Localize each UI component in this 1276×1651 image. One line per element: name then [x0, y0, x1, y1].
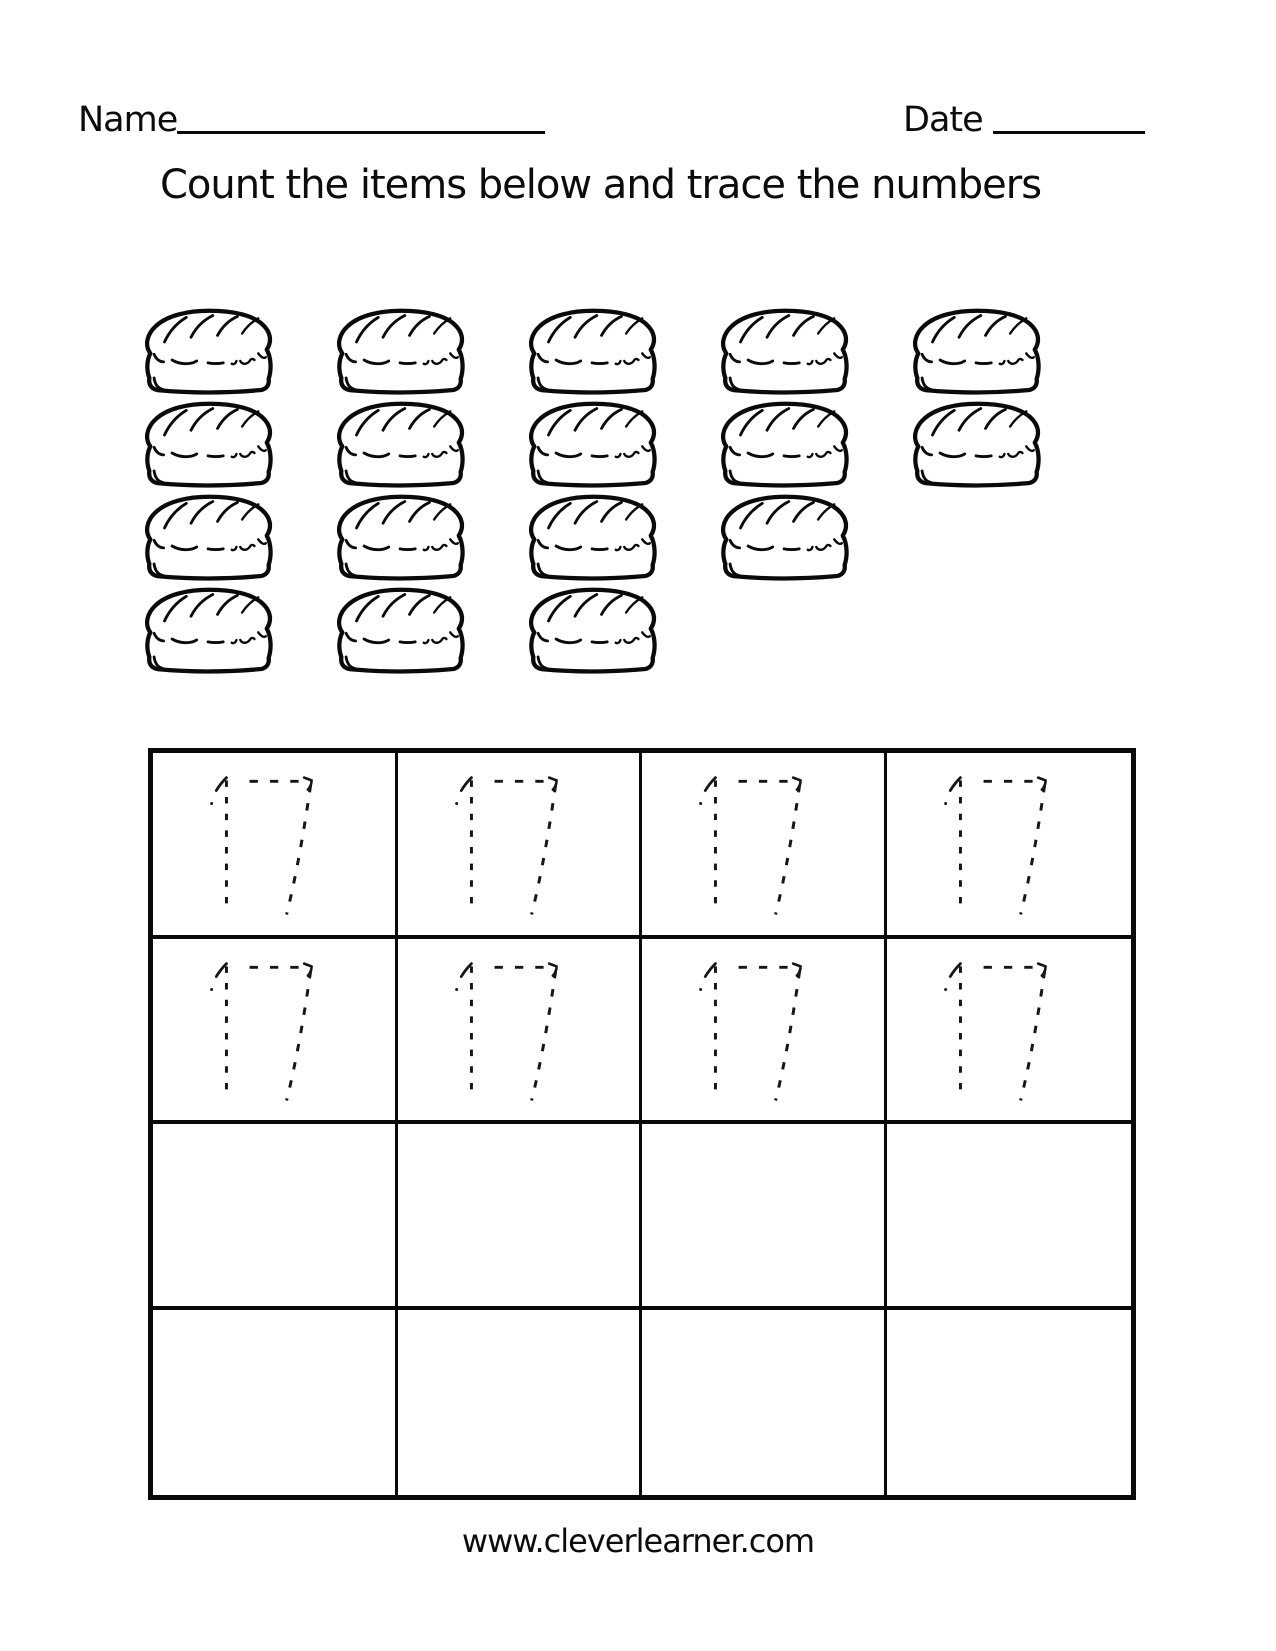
bread-loaf-icon	[522, 492, 664, 582]
bread-loaf-icon	[330, 399, 472, 489]
bread-loaf-icon	[906, 306, 1048, 396]
bread-row	[138, 585, 1048, 675]
trace-cell-with-number	[642, 753, 887, 939]
bread-loaf-icon	[522, 399, 664, 489]
trace-cell-with-number	[153, 939, 398, 1125]
trace-cell-with-number	[642, 939, 887, 1125]
trace-cell-with-number	[398, 939, 643, 1125]
trace-number-17	[205, 773, 333, 921]
name-label: Name	[78, 100, 178, 140]
instruction-title: Count the items below and trace the numbers	[160, 162, 1042, 208]
trace-grid	[148, 748, 1136, 1500]
bread-row	[138, 492, 1048, 582]
trace-cell-with-number	[887, 939, 1132, 1125]
trace-cell-with-number	[153, 753, 398, 939]
bread-loaf-icon	[138, 585, 280, 675]
date-blank-line	[993, 131, 1145, 134]
bread-loaf-icon	[522, 306, 664, 396]
trace-cell-empty	[398, 1124, 643, 1310]
items-area	[138, 306, 1048, 678]
bread-loaf-icon	[714, 399, 856, 489]
footer-website: www.cleverlearner.com	[461, 1522, 815, 1560]
bread-loaf-icon	[714, 306, 856, 396]
trace-number-17	[694, 773, 822, 921]
footer	[0, 1522, 1276, 1560]
name-blank-line	[177, 131, 545, 134]
bread-row	[138, 306, 1048, 396]
bread-loaf-icon	[906, 399, 1048, 489]
trace-cell-with-number	[887, 753, 1132, 939]
bread-loaf-icon	[138, 306, 280, 396]
bread-loaf-icon	[330, 306, 472, 396]
bread-loaf-icon	[330, 492, 472, 582]
bread-loaf-icon	[138, 399, 280, 489]
bread-row	[138, 399, 1048, 489]
bread-loaf-icon	[522, 585, 664, 675]
bread-loaf-icon	[138, 492, 280, 582]
name-field	[78, 100, 545, 140]
trace-cell-empty	[642, 1124, 887, 1310]
trace-number-17	[939, 773, 1067, 921]
trace-number-17	[205, 959, 333, 1107]
trace-cell-empty	[642, 1310, 887, 1496]
trace-cell-empty	[887, 1310, 1132, 1496]
trace-number-17	[450, 959, 578, 1107]
trace-number-17	[939, 959, 1067, 1107]
trace-cell-empty	[153, 1310, 398, 1496]
date-label: Date	[903, 100, 983, 140]
trace-cell-empty	[887, 1124, 1132, 1310]
trace-cell-empty	[153, 1124, 398, 1310]
trace-number-17	[450, 773, 578, 921]
trace-number-17	[694, 959, 822, 1107]
date-field	[903, 100, 1145, 140]
trace-cell-with-number	[398, 753, 643, 939]
trace-cell-empty	[398, 1310, 643, 1496]
bread-loaf-icon	[330, 585, 472, 675]
bread-loaf-icon	[714, 492, 856, 582]
